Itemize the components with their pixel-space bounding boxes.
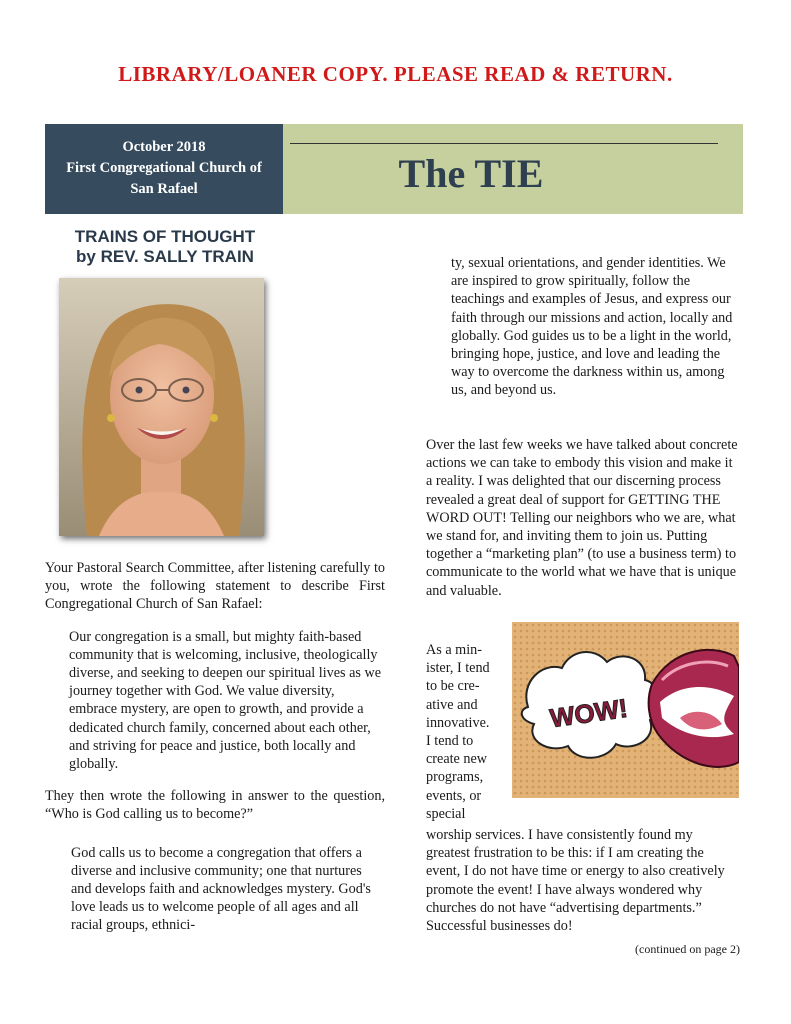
minister-paragraph-rest: worship services. I have consistently found my greatest frustration to be this: if I am creating the event, I do not have time or energy to also creatively promote the event! I have always wondered why churches do not have “advertising departments.” Successful businesses do! [426,827,725,935]
column-title: TRAINS OF THOUGHT [74,227,256,246]
church-name-line2: San Rafael [130,181,198,197]
text-line: special [426,805,466,822]
minister-paragraph-start [426,641,511,823]
church-name-line1: First Congregational Church of [66,160,262,176]
text-line: programs, [426,769,484,786]
text-line: innovative. [426,714,490,731]
question-paragraph: They then wrote the following in answer to the question, “Who is God calling us to become?” [45,788,385,823]
continued-note: (continued on page 2) [635,942,740,956]
column-heading [45,227,285,267]
text-line: create new [426,751,488,768]
vision-statement-start: God calls us to become a congregation that offers a diverse and inclusive community; one that nurtures and develops faith and acknowledges mystery. God's love leads us to welcome people of all ages and all racial groups, ethnici- [71,844,371,934]
text-line: ative and [426,696,478,713]
mission-statement: Our congregation is a small, but mighty faith-based community that is welcoming, inclusive, theologically diverse, and seeking to deepen our spiritual lives as we journey together with God. We value diversity, embrace mystery, are open to growth, and provide a dedicated church family, concerned about each other, and striving for peace and justice, both locally and globally. [69,628,382,773]
masthead-divider [290,143,718,144]
text-line: events, or [426,787,482,804]
intro-paragraph: Your Pastoral Search Committee, after listening carefully to you, wrote the following statement to describe First Congregational Church of San Rafael: [45,560,385,613]
newsletter-title: The TIE [398,151,544,196]
column-byline: by REV. SALLY TRAIN [76,247,254,266]
issue-date: October 2018 [122,139,206,155]
wow-bubble-text: WOW! [548,692,630,734]
vision-statement-end: ty, sexual orientations, and gender identities. We are inspired to grow spiritually, follow the teachings and examples of Jesus, and express our faith through our missions and action, locally and globally. God guides us to be a light in the world, bringing hope, justice, and love and leading the way to overcome the darkness within us, among us, and beyond us. [451,255,733,399]
masthead-info-block [45,124,283,214]
wow-speech-bubble-illustration [512,622,739,798]
left-column-text [45,559,385,935]
library-copy-banner: LIBRARY/LOANER COPY. PLEASE READ & RETURN. [118,62,673,86]
marketing-paragraph: Over the last few weeks we have talked about concrete actions we can take to embody this vision and make it a reality. I was delighted that our discerning process revealed a great deal of support for GETTING THE WORD OUT! Telling our neighbors who we are, what we stand for, and inviting them to join us. Putting together a “marketing plan” (to use a business term) to communicate to the world what we have that is unique and valuable. [426,437,738,599]
author-portrait-photo [59,278,264,536]
text-line: I tend to [426,733,474,750]
text-line: ister, I tend [426,660,490,677]
text-line: to be cre- [426,678,480,695]
text-line: As a min- [426,642,482,658]
